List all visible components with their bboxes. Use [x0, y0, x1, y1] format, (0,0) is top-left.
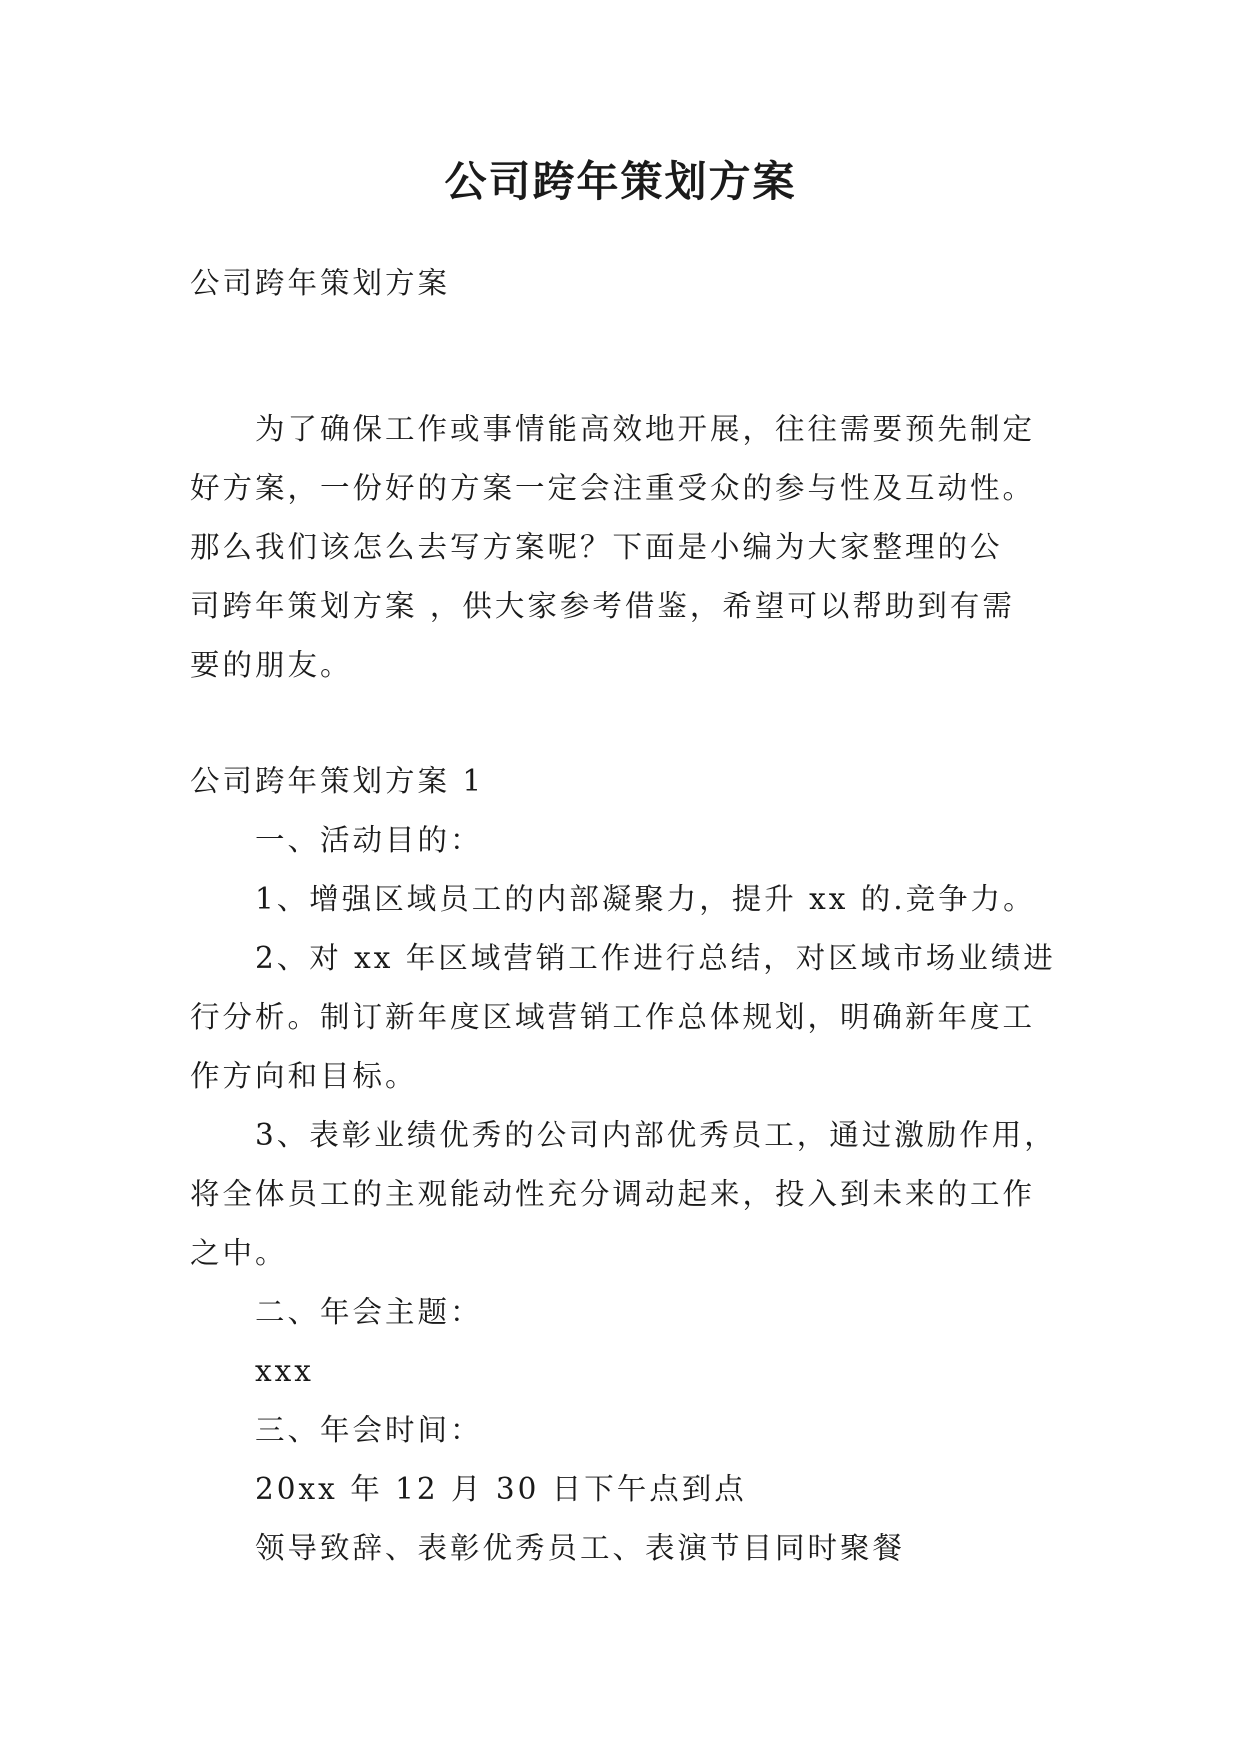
time-value: 20xx 年 12 月 30 日下午点到点: [255, 1472, 747, 1506]
document-subtitle: 公司跨年策划方案: [190, 266, 451, 300]
intro-line: 司跨年策划方案 ，供大家参考借鉴，希望可以帮助到有需: [190, 589, 1015, 623]
purpose-item-3-line: 将全体员工的主观能动性充分调动起来，投入到未来的工作: [190, 1177, 1036, 1211]
section-heading: 公司跨年策划方案 1: [190, 764, 485, 798]
purpose-item-2-line: 行分析。制订新年度区域营销工作总体规划，明确新年度工: [190, 1000, 1036, 1034]
intro-line: 那么我们该怎么去写方案呢？下面是小编为大家整理的公: [190, 530, 1003, 564]
purpose-item-2-line: 作方向和目标。: [190, 1059, 418, 1093]
purpose-item-1: 1、增强区域员工的内部凝聚力，提升 xx 的.竞争力。: [255, 882, 1036, 916]
theme-value: xxx: [255, 1354, 314, 1388]
theme-heading: 二、年会主题：: [255, 1295, 483, 1329]
time-heading: 三、年会时间：: [255, 1413, 483, 1447]
purpose-item-3-line: 3、表彰业绩优秀的公司内部优秀员工，通过激励作用，: [255, 1118, 1057, 1152]
agenda-line: 领导致辞、表彰优秀员工、表演节目同时聚餐: [255, 1531, 906, 1565]
purpose-heading: 一、活动目的：: [255, 823, 483, 857]
intro-line: 要的朋友。: [190, 648, 353, 682]
purpose-item-2-line: 2、对 xx 年区域营销工作进行总结，对区域市场业绩进: [255, 941, 1056, 975]
purpose-item-3-line: 之中。: [190, 1236, 288, 1270]
document-title: 公司跨年策划方案: [444, 157, 797, 206]
intro-line: 好方案，一份好的方案一定会注重受众的参与性及互动性。: [190, 471, 1036, 505]
intro-line: 为了确保工作或事情能高效地开展，往往需要预先制定: [255, 412, 1036, 446]
